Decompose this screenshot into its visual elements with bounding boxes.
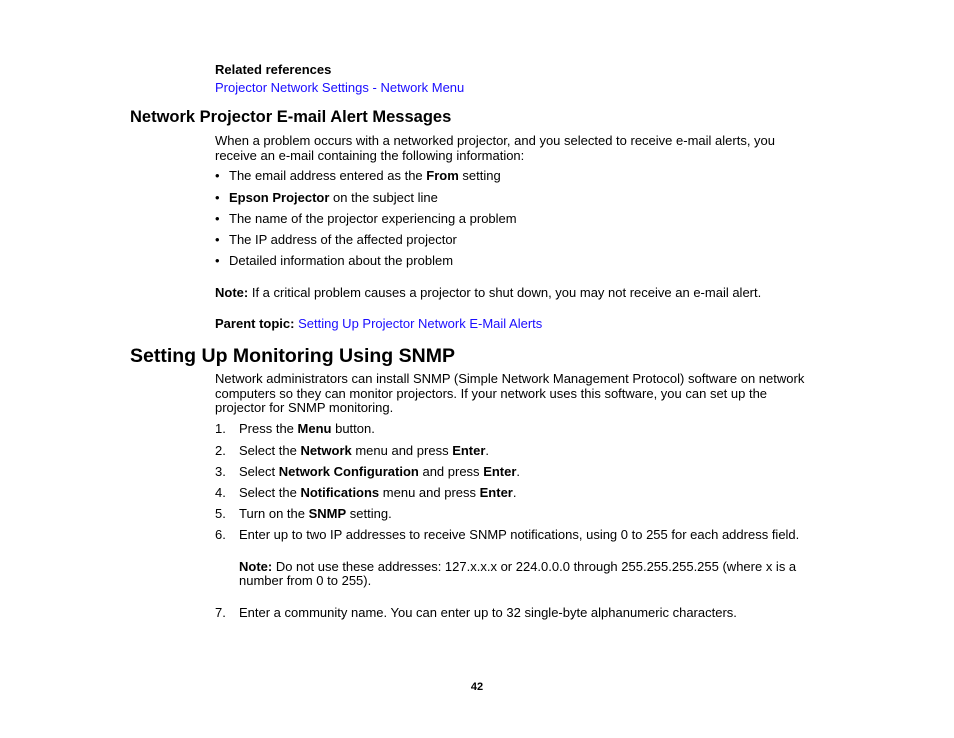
section-title-snmp: Setting Up Monitoring Using SNMP — [130, 345, 455, 367]
snmp-intro-line-1: Network administrators can install SNMP (Simple Network Management Protocol) software on network — [215, 371, 805, 386]
intro-line-2: receive an e-mail containing the following information: — [215, 148, 525, 163]
parent-topic: Parent topic: Setting Up Projector Network E-Mail Alerts — [215, 316, 543, 331]
bullet-icon: • — [215, 190, 220, 205]
related-reference-link[interactable]: Projector Network Settings - Network Menu — [215, 80, 465, 95]
bullet-icon: • — [215, 168, 220, 183]
bullet-icon: • — [215, 211, 220, 226]
bullet-icon: • — [215, 232, 220, 247]
snmp-intro-line-3: projector for SNMP monitoring. — [215, 400, 394, 415]
section-title-email-alerts: Network Projector E-mail Alert Messages — [130, 108, 452, 126]
page-number: 42 — [470, 681, 484, 693]
related-references-heading: Related references — [215, 62, 332, 77]
bullet-icon: • — [215, 253, 220, 268]
snmp-intro-line-2: computers so they can monitor projectors. If your network uses this software, you can set up the — [215, 386, 768, 401]
intro-line-1: When a problem occurs with a networked projector, and you selected to receive e-mail alerts, you — [215, 133, 775, 148]
parent-topic-link[interactable]: Setting Up Projector Network E-Mail Alerts — [298, 316, 543, 331]
snmp-note-line-2: number from 0 to 255). — [239, 573, 372, 588]
snmp-note: Note: Do not use these addresses: 127.x.x.x or 224.0.0.0 through 255.255.255.255 (where x is a — [239, 559, 797, 574]
note: Note: If a critical problem causes a projector to shut down, you may not receive an e-mail alert. — [215, 285, 762, 300]
